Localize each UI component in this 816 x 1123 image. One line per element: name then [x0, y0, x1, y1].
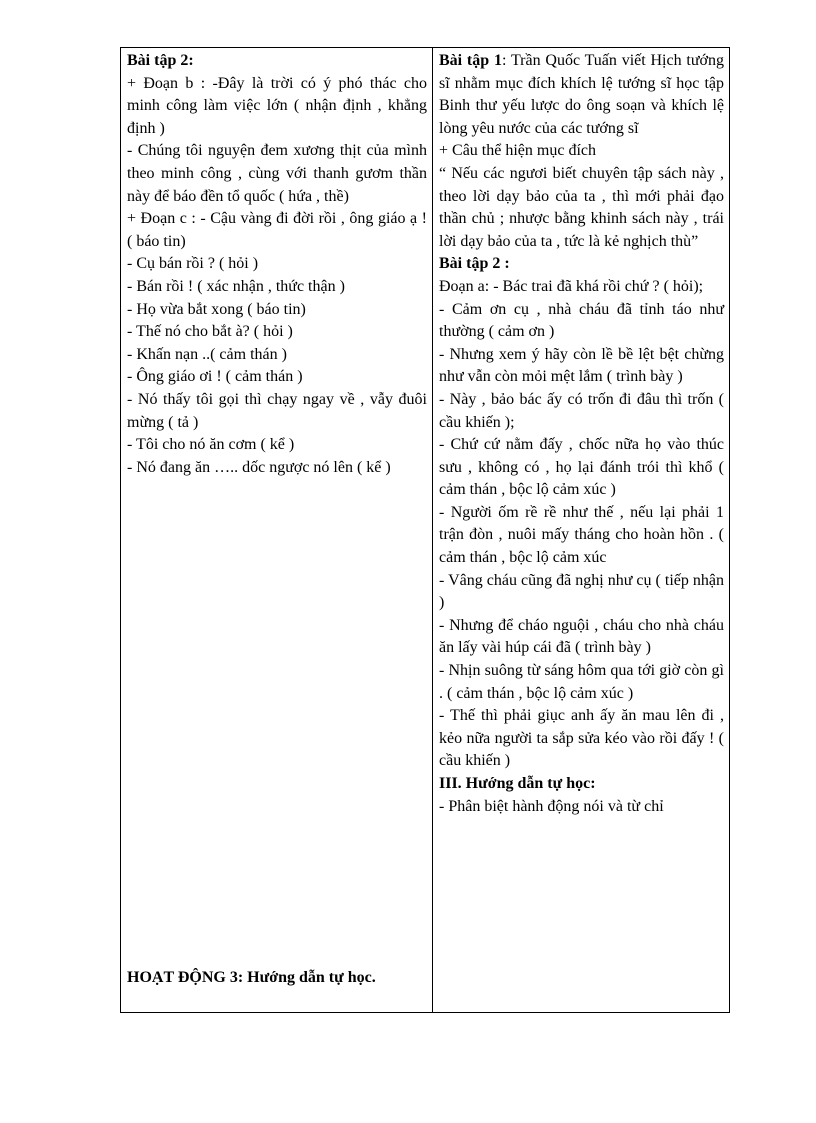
exercise-2-heading: Bài tập 2 :	[439, 255, 510, 273]
right-line: - Vâng cháu cũng đã nghị như cụ ( tiếp nhận )	[439, 571, 724, 612]
left-column	[121, 48, 433, 1013]
right-line: - Nhưng để cháo nguội , cháu cho nhà cháu ăn lấy vài húp cái đã ( trình bày )	[439, 616, 724, 657]
right-line: - Nhưng xem ý hãy còn lề bề lệt bệt chừng như vẫn còn mỏi mệt lắm ( trình bày )	[439, 345, 724, 386]
activity-3-heading: HOẠT ĐỘNG 3: Hướng dẫn tự học.	[127, 969, 376, 986]
left-line: - Ông giáo ơi ! ( cảm thán )	[127, 368, 303, 386]
right-line: - Cảm ơn cụ , nhà cháu đã tỉnh táo như thường ( cảm ơn )	[439, 300, 724, 341]
left-line: - Nó thấy tôi gọi thì chạy ngay về , vẫy đuôi mừng ( tả )	[127, 390, 427, 431]
left-line: - Khấn nạn ..( cảm thán )	[127, 345, 287, 363]
right-line: - Này , bảo bác ấy có trốn đi đâu thì trốn ( cầu khiến );	[439, 390, 724, 431]
left-line: + Đoạn b : -Đây là trời có ý phó thác cho minh công làm việc lớn ( nhận định , khẳng định )	[127, 74, 427, 137]
right-line: - Nhịn suông từ sáng hôm qua tới giờ còn gì . ( cảm thán , bộc lộ cảm xúc )	[439, 662, 724, 702]
content-table	[120, 47, 730, 1013]
left-line: + Đoạn c : - Cậu vàng đi đời rồi , ông giáo ạ ! ( báo tin)	[127, 210, 427, 250]
exercise-1-label: Bài tập 1	[439, 52, 502, 69]
exercise-1-paragraph	[439, 50, 724, 140]
left-line: - Bán rồi ! ( xác nhận , thức thận )	[127, 277, 345, 295]
right-line: “ Nếu các ngươi biết chuyên tập sách này , theo lời dạy bảo của ta , thì mới phải đạo thần chủ ; nhược bằng khinh sách này , trái lời dạy bảo của ta , tức là kẻ nghịch thù”	[439, 164, 724, 250]
left-line: - Cụ bán rồi ? ( hỏi )	[127, 255, 259, 273]
right-column	[433, 48, 730, 1013]
right-line: + Câu thể hiện mục đích	[439, 142, 596, 160]
right-line: - Chứ cứ nằm đấy , chốc nữa họ vào thúc sưu , không có , họ lại đánh trói thì khổ ( cảm thán , bộc lộ cảm xúc )	[439, 436, 724, 499]
left-line: - Nó đang ăn ….. dốc ngược nó lên ( kể )	[127, 458, 391, 476]
left-line: - Họ vừa bắt xong ( báo tin)	[127, 300, 306, 318]
left-line: - Chúng tôi nguyện đem xương thịt của mình theo minh công , cùng với thanh gươm thần này để báo đền tổ quốc ( hứa , thề)	[127, 142, 427, 205]
left-line: - Thế nó cho bắt à? ( hỏi )	[127, 323, 293, 341]
right-line: Đoạn a: - Bác trai đã khá rồi chứ ? ( hỏi);	[439, 277, 704, 295]
self-study-heading: III. Hướng dẫn tự học:	[439, 775, 596, 792]
left-line: - Tôi cho nó ăn cơm ( kể )	[127, 436, 295, 454]
exercise-1-text: : Trần Quốc Tuấn viết Hịch tướng sĩ nhằm mục đích khích lệ tướng sĩ học tập Binh thư yếu lược do ông soạn và khích lệ lòng yêu nước của các tướng sĩ	[439, 52, 724, 137]
left-heading: Bài tập 2:	[127, 52, 194, 69]
right-line: - Người ốm rề rề như thế , nếu lại phải 1 trận đòn , nuôi mấy tháng cho hoàn hồn . ( cảm thán , bộc lộ cảm xúc	[439, 503, 724, 567]
right-line: - Thế thì phải giục anh ấy ăn mau lên đi , kẻo nữa người ta sắp sửa kéo vào rồi đấy ! ( cầu khiến )	[439, 707, 724, 770]
right-line: - Phân biệt hành động nói và từ chỉ	[439, 797, 664, 815]
